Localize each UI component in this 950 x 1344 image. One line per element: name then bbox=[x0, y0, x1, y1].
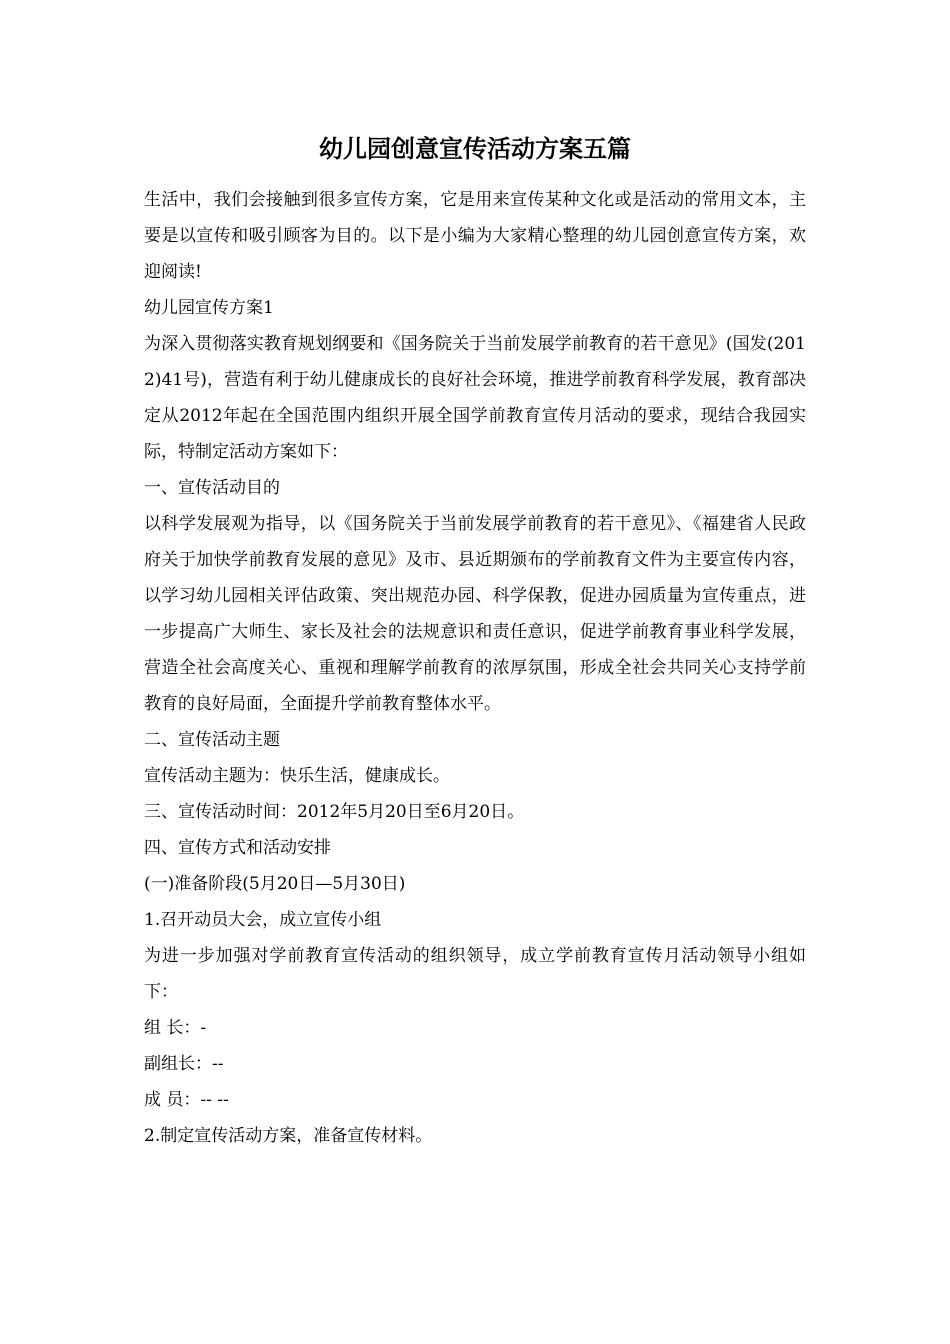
subsection-preparation: (一)准备阶段(5月20日—5月30日) bbox=[144, 874, 406, 894]
purpose-paragraph: 以科学发展观为指导，以《国务院关于当前发展学前教育的若干意见》、《福建省人民政府关于加快学前教育发展的意见》及市、县近期颁布的学前教育文件为主要宣传内容，以学习幼儿园相关评估政策、突出规范办园、科学保教，促进办园质量为宣传重点，进一步提高广大师生、家长及社会的法规意识和责任意识，促进学前教育事业科学发展，营造全社会高度关心、重视和理解学前教育的浓厚氛围，形成全社会共同关心支持学前教育的良好局面，全面提升学前教育整体水平。 bbox=[144, 514, 806, 714]
document-title: 幼儿园创意宣传活动方案五篇 bbox=[319, 134, 631, 163]
item-1-heading: 1.召开动员大会，成立宣传小组 bbox=[144, 910, 382, 930]
section-heading-theme: 二、宣传活动主题 bbox=[144, 730, 280, 750]
leadership-paragraph: 为进一步加强对学前教育宣传活动的组织领导，成立学前教育宣传月活动领导小组如下： bbox=[144, 946, 806, 1002]
item-2-heading: 2.制定宣传活动方案，准备宣传材料。 bbox=[144, 1126, 433, 1146]
theme-paragraph: 宣传活动主题为：快乐生活，健康成长。 bbox=[144, 766, 450, 786]
intro-paragraph: 生活中，我们会接触到很多宣传方案，它是用来宣传某种文化或是活动的常用文本，主要是以宣传和吸引顾客为目的。以下是小编为大家精心整理的幼儿园创意宣传方案，欢迎阅读! bbox=[144, 190, 806, 282]
members-line: 成 员：-- -- bbox=[144, 1090, 229, 1110]
document-body bbox=[144, 182, 806, 1154]
section-heading-time: 三、宣传活动时间：2012年5月20日至6月20日。 bbox=[144, 802, 525, 822]
deputy-leader-line: 副组长：-- bbox=[144, 1054, 224, 1074]
section-heading-arrangement: 四、宣传方式和活动安排 bbox=[144, 838, 331, 858]
section-heading-purpose: 一、宣传活动目的 bbox=[144, 478, 280, 498]
background-paragraph: 为深入贯彻落实教育规划纲要和《国务院关于当前发展学前教育的若干意见》(国发(2012)41号)，营造有利于幼儿健康成长的良好社会环境，推进学前教育科学发展，教育部决定从2012年起在全国范围内组织开展全国学前教育宣传月活动的要求，现结合我园实际，特制定活动方案如下： bbox=[144, 334, 806, 462]
section-heading-plan-1: 幼儿园宣传方案1 bbox=[144, 298, 274, 318]
leader-line: 组 长：- bbox=[144, 1018, 207, 1038]
